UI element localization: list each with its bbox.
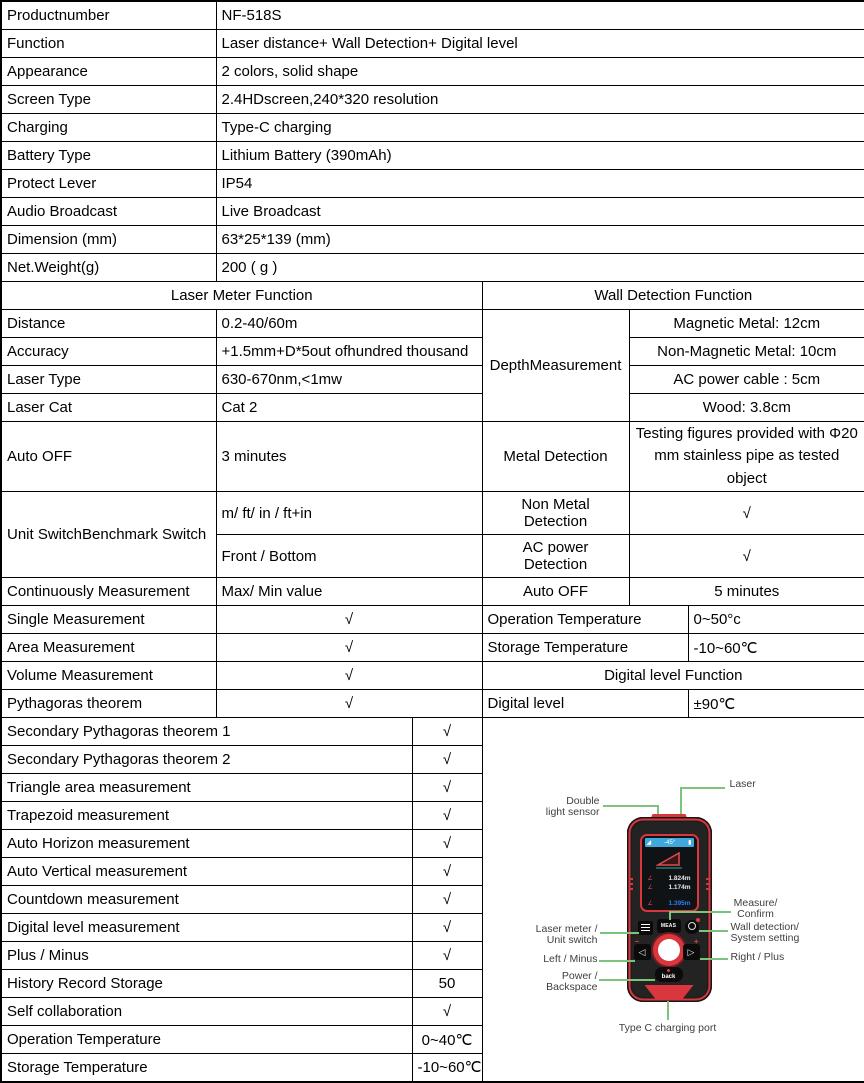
power-backspace-callout-line <box>599 979 655 981</box>
spec-label: Function <box>1 29 216 57</box>
measurement-value: 1.824m <box>668 875 690 882</box>
right-plus-callout-label: Right / Plus <box>731 952 785 963</box>
spec-value: Front / Bottom <box>216 535 482 578</box>
measurement-row <box>645 899 694 908</box>
spec-label: Battery Type <box>1 141 216 169</box>
back-button <box>655 967 683 982</box>
check-mark: √ <box>412 942 482 970</box>
spec-label: Productnumber <box>1 1 216 29</box>
spec-value: ±90℃ <box>688 690 864 718</box>
check-mark: √ <box>412 914 482 942</box>
check-mark: √ <box>629 492 864 535</box>
table-row <box>1 309 864 337</box>
measurement-row <box>645 883 694 892</box>
depth-value: Wood: 3.8cm <box>629 393 864 421</box>
callout-line1: Wall detection/ <box>731 922 800 933</box>
measurement-value-active: 1.395m <box>668 900 690 907</box>
spec-label: Laser Cat <box>1 393 216 421</box>
table-row <box>1 197 864 225</box>
spec-label: Charging <box>1 113 216 141</box>
spec-label: Pythagoras theorem <box>1 690 216 718</box>
spec-value: Type-C charging <box>216 113 864 141</box>
laser-callout-line <box>680 787 682 817</box>
right-arrow-icon: ▷ <box>688 947 695 958</box>
depth-value: Magnetic Metal: 12cm <box>629 309 864 337</box>
table-row <box>1 718 864 746</box>
table-row <box>1 253 864 281</box>
laser-callout-line <box>680 787 725 789</box>
spec-label: Auto Vertical measurement <box>1 858 412 886</box>
unit-switch-icon <box>641 924 650 931</box>
type-c-callout-line <box>667 1001 669 1020</box>
triangle-diagram <box>645 847 694 874</box>
grip-line <box>629 883 633 885</box>
wall-detection-icon <box>688 922 696 930</box>
table-row <box>1 225 864 253</box>
check-mark: √ <box>216 606 482 634</box>
right-plus-button <box>683 944 700 960</box>
red-dot <box>667 969 670 972</box>
spec-label: Auto OFF <box>1 421 216 492</box>
callout-line2: System setting <box>731 933 800 944</box>
wall-detection-button <box>685 920 699 934</box>
left-arrow-icon: ◁ <box>639 947 646 958</box>
screen-angle-value: -45° <box>664 840 675 846</box>
angle-icon: ∠ <box>648 875 653 882</box>
spec-value: 0.2-40/60m <box>216 309 482 337</box>
angle-icon: ∠ <box>648 884 653 891</box>
spec-value: NF-518S <box>216 1 864 29</box>
spec-value: Cat 2 <box>216 393 482 421</box>
check-mark: √ <box>412 746 482 774</box>
check-mark: √ <box>629 535 864 578</box>
unit-switch-label: Unit SwitchBenchmark Switch <box>1 492 216 578</box>
measurement-value: 1.174m <box>668 884 690 891</box>
check-mark: √ <box>412 830 482 858</box>
spec-label: Volume Measurement <box>1 662 216 690</box>
spec-label: Storage Temperature <box>482 634 688 662</box>
check-mark: √ <box>412 998 482 1026</box>
grip-line <box>706 888 710 890</box>
spec-label: Operation Temperature <box>1 1026 412 1054</box>
center-circle-button <box>658 939 680 961</box>
spec-label: Net.Weight(g) <box>1 253 216 281</box>
spec-label: Accuracy <box>1 337 216 365</box>
detection-type-line2: Detection <box>488 556 624 573</box>
metal-detection-value: Testing figures provided with Φ20 mm stainless pipe as tested object <box>629 421 864 492</box>
table-row <box>1 421 864 492</box>
callout-line2: Unit switch <box>501 935 598 946</box>
spec-label: Operation Temperature <box>482 606 688 634</box>
check-mark: √ <box>216 690 482 718</box>
spec-label: Plus / Minus <box>1 942 412 970</box>
spec-label: Area Measurement <box>1 634 216 662</box>
spec-value: Max/ Min value <box>216 578 482 606</box>
spec-label: Secondary Pythagoras theorem 2 <box>1 746 412 774</box>
grip-line <box>706 878 710 880</box>
digital-level-section-header: Digital level Function <box>482 662 864 690</box>
detection-type-line1: Non Metal <box>488 496 624 513</box>
auto-off-value: 5 minutes <box>629 578 864 606</box>
spec-value: 200 ( g ) <box>216 253 864 281</box>
spec-label: Triangle area measurement <box>1 774 412 802</box>
spec-value: 63*25*139 (mm) <box>216 225 864 253</box>
check-mark: √ <box>216 662 482 690</box>
spec-value: 3 minutes <box>216 421 482 492</box>
spec-label: History Record Storage <box>1 970 412 998</box>
left-minus-button <box>634 944 651 960</box>
left-minus-callout-label: Left / Minus <box>501 954 598 965</box>
angle-icon: ∠ <box>648 900 653 907</box>
spec-label: Laser Type <box>1 365 216 393</box>
meas-button: MEAS <box>657 919 681 933</box>
callout-line1: Power / <box>501 971 598 982</box>
table-row <box>1 393 864 421</box>
screen-status-bar <box>645 838 694 847</box>
table-row <box>1 578 864 606</box>
measure-confirm-callout-line <box>669 911 671 920</box>
depth-measurement-label: DepthMeasurement <box>482 309 629 421</box>
spec-label: Digital level measurement <box>1 914 412 942</box>
depth-value: Non-Magnetic Metal: 10cm <box>629 337 864 365</box>
minus-icon: − <box>635 938 640 946</box>
type-c-callout-label: Type C charging port <box>578 1023 758 1034</box>
check-mark: √ <box>412 774 482 802</box>
device-illustration-cell <box>482 718 864 1082</box>
detection-type-line1: AC power <box>488 539 624 556</box>
table-row <box>1 1 864 29</box>
spec-label: Audio Broadcast <box>1 197 216 225</box>
table-row <box>1 690 864 718</box>
double-light-sensor-callout-line <box>603 805 659 807</box>
table-row <box>1 365 864 393</box>
spec-label: Auto Horizon measurement <box>1 830 412 858</box>
table-row <box>1 169 864 197</box>
check-mark: √ <box>216 634 482 662</box>
red-dot <box>696 918 700 922</box>
double-light-sensor-callout-label <box>521 796 600 818</box>
spec-value: m/ ft/ in / ft+in <box>216 492 482 535</box>
table-row <box>1 337 864 365</box>
spec-label: Dimension (mm) <box>1 225 216 253</box>
wall-detection-callout-line <box>699 930 728 932</box>
spec-label: Single Measurement <box>1 606 216 634</box>
laser-meter-callout-label <box>501 924 598 946</box>
table-row <box>1 113 864 141</box>
spec-value: -10~60℃ <box>412 1054 482 1082</box>
spec-value: 2 colors, solid shape <box>216 57 864 85</box>
callout-line1: Laser meter / <box>501 924 598 935</box>
measurement-row <box>645 874 694 883</box>
spec-value: 630-670nm,<1mw <box>216 365 482 393</box>
table-row <box>1 634 864 662</box>
callout-line2: Confirm <box>728 909 784 920</box>
spec-value: 50 <box>412 970 482 998</box>
spec-value: 0~50°c <box>688 606 864 634</box>
spec-value: +1.5mm+D*5out ofhundred thousand <box>216 337 482 365</box>
device-screen <box>640 834 699 912</box>
grip-line <box>629 888 633 890</box>
spec-value: Laser distance+ Wall Detection+ Digital level <box>216 29 864 57</box>
spec-label: Secondary Pythagoras theorem 1 <box>1 718 412 746</box>
check-mark: √ <box>412 718 482 746</box>
spec-label: Digital level <box>482 690 688 718</box>
laser-meter-unit-switch-button <box>638 921 653 935</box>
laser-section-header: Laser Meter Function <box>1 281 482 309</box>
spec-label: Countdown measurement <box>1 886 412 914</box>
detection-type-label <box>482 492 629 535</box>
table-row <box>1 606 864 634</box>
table-row <box>1 57 864 85</box>
check-mark: √ <box>412 886 482 914</box>
spec-label: Protect Lever <box>1 169 216 197</box>
section-header-row <box>1 281 864 309</box>
spec-value: Lithium Battery (390mAh) <box>216 141 864 169</box>
table-row <box>1 662 864 690</box>
grip-line <box>629 878 633 880</box>
wall-section-header: Wall Detection Function <box>482 281 864 309</box>
check-mark: √ <box>412 802 482 830</box>
back-button-label: back <box>662 974 676 980</box>
callout-line1: Measure/ <box>728 898 784 909</box>
table-row <box>1 141 864 169</box>
table-row <box>1 492 864 535</box>
spec-label: Trapezoid measurement <box>1 802 412 830</box>
spec-value: IP54 <box>216 169 864 197</box>
spec-label: Appearance <box>1 57 216 85</box>
spec-label: Self collaboration <box>1 998 412 1026</box>
measure-confirm-callout-line <box>669 911 731 913</box>
spec-value: Live Broadcast <box>216 197 864 225</box>
check-mark: √ <box>412 858 482 886</box>
left-minus-callout-line <box>599 960 635 962</box>
grip-line <box>706 883 710 885</box>
depth-value: AC power cable : 5cm <box>629 365 864 393</box>
spec-label: Distance <box>1 309 216 337</box>
detection-type-line2: Detection <box>488 513 624 530</box>
auto-off-label: Auto OFF <box>482 578 629 606</box>
callout-line1: Double <box>521 796 600 807</box>
laser-status-icon: ◢ <box>647 840 652 846</box>
spec-label: Continuously Measurement <box>1 578 216 606</box>
spec-value: -10~60℃ <box>688 634 864 662</box>
device-illustration <box>483 718 864 1082</box>
laser-meter-callout-line <box>600 932 639 934</box>
metal-detection-label: Metal Detection <box>482 421 629 492</box>
table-row <box>1 29 864 57</box>
callout-line2: Backspace <box>501 982 598 993</box>
laser-callout-label: Laser <box>730 779 756 790</box>
spec-label: Storage Temperature <box>1 1054 412 1082</box>
wall-detection-callout-label <box>731 922 800 944</box>
spec-value: 0~40℃ <box>412 1026 482 1054</box>
detection-type-label <box>482 535 629 578</box>
measure-confirm-callout-label <box>728 898 784 920</box>
battery-icon: ▮ <box>688 840 691 846</box>
triangle-diagram-svg <box>656 850 682 870</box>
right-plus-callout-line <box>700 958 728 960</box>
table-row <box>1 85 864 113</box>
power-backspace-callout-label <box>501 971 598 993</box>
plus-icon: + <box>694 938 699 946</box>
callout-line2: light sensor <box>521 807 600 818</box>
spec-label: Screen Type <box>1 85 216 113</box>
spec-value: 2.4HDscreen,240*320 resolution <box>216 85 864 113</box>
